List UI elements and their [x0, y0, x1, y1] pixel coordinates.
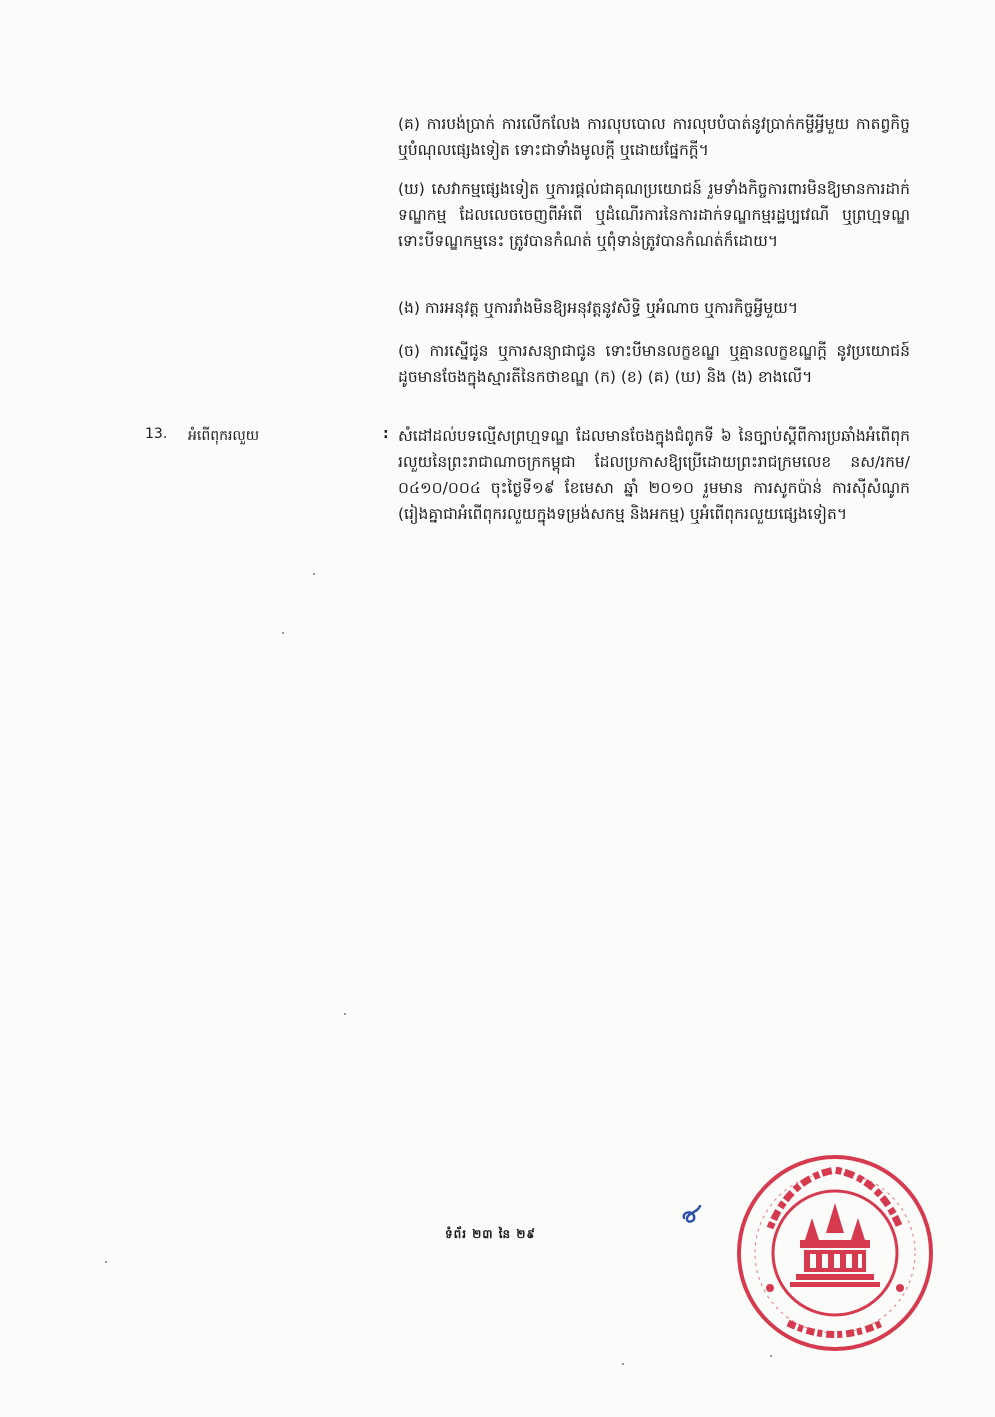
term-number: 13.: [145, 426, 168, 442]
page-footer: ទំព័រ ២៣ នៃ ២៩: [445, 1227, 536, 1241]
scan-speck: [313, 573, 315, 575]
paragraph-nga: (ង) ការអនុវត្ត ឬការរាំងមិនឱ្យអនុវត្តនូវសិទ្ធិ ឬអំណាច ឬការកិច្ចអ្វីមួយ។: [398, 299, 799, 317]
scan-speck: [770, 1355, 772, 1357]
scan-speck: [344, 1013, 346, 1015]
scan-speck: [105, 1261, 107, 1263]
scan-speck: [282, 632, 284, 634]
paragraph-ya: (ឃ) សេវាកម្មផ្សេងទៀត ឬការផ្តល់ជាគុណប្រយោជន៍ រួមទាំងកិច្ចការពារមិនឱ្យមានការដាក់ទណ្ឌកម្ម ដែលលេចចេញពីអំពើ ឬដំណើរការនៃការដាក់ទណ្ឌកម្មរដ្ឋប្បវេណី ឬព្រហ្មទណ្ឌ ទោះបីទណ្ឌកម្មនេះ ត្រូវបានកំណត់ ឬពុំទាន់ត្រូវបានកំណត់ក៏ដោយ។: [398, 180, 910, 250]
scan-speck: [622, 1363, 624, 1365]
paragraph-cha: (ច) ការស្នើជូន ឬការសន្យាជាជូន ទោះបីមានលក្ខខណ្ឌ ឬគ្មានលក្ខខណ្ឌក្តី នូវប្រយោជន៍ ដូចមានចែងក្នុងស្មារតីនៃកថាខណ្ឌ (ក) (ខ) (គ) (ឃ) និង (ង) ខាងលើ។: [398, 342, 910, 386]
term-colon: :: [383, 426, 389, 442]
official-seal-icon: [730, 1148, 940, 1358]
paragraph-ka: (គ) ការបង់ប្រាក់ ការលើកលែង ការលុបបោល ការលុបបំបាត់នូវប្រាក់កម្ចីអ្វីមួយ កាតព្វកិច្ច ឬបំណុលផ្សេងទៀត ទោះជាទាំងមូលក្តី ឬដោយផ្នែកក្តី។: [398, 115, 910, 159]
handwritten-initial-icon: [678, 1200, 708, 1230]
term-label: អំពើពុករលួយ: [188, 428, 260, 444]
term-definition: សំដៅដល់បទល្មើសព្រហ្មទណ្ឌ ដែលមានចែងក្នុងជំពូកទី ៦ នៃច្បាប់ស្តីពីការប្រឆាំងអំពើពុករលួយនៃព្រះរាជាណាចក្រកម្ពុជា ដែលប្រកាសឱ្យប្រើដោយព្រះរាជក្រមលេខ នស/រកម/០៤១០/០០៤ ចុះថ្ងៃទី១៩ ខែមេសា ឆ្នាំ ២០១០ រួមមាន ការសូកប៉ាន់ ការស៊ីសំណូក (រៀងគ្នាជាអំពើពុករលួយក្នុងទម្រង់សកម្ម និងអកម្ម) ឬអំពើពុករលួយផ្សេងទៀត។: [398, 427, 910, 523]
